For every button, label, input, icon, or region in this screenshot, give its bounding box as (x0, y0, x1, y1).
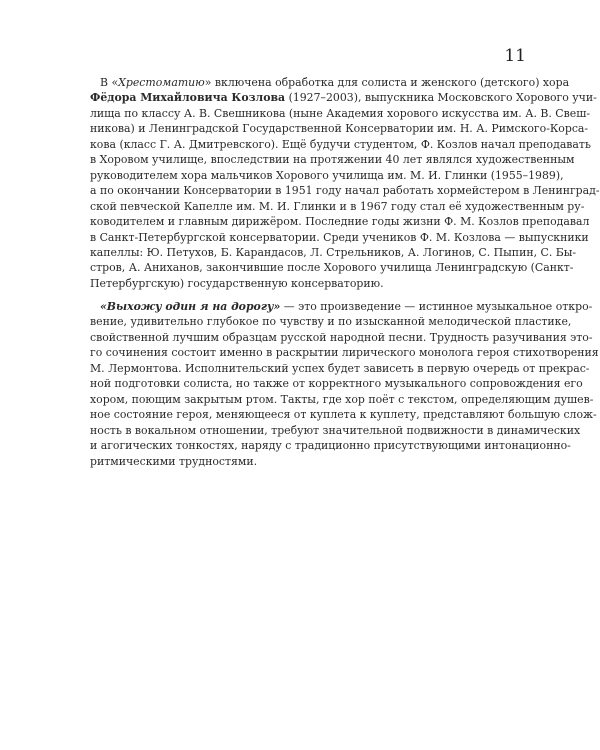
text-line: ской певческой Капелле им. М. И. Глинки и в 1967 году стал её художественным ру- (90, 199, 585, 213)
text-line: В «Хрестоматию» включена обработка для солиста и женского (детского) хора (100, 76, 570, 89)
text-line: Петербургскую) государственную консерваторию. (90, 276, 384, 290)
text-line: лища по классу А. В. Свешникова (ныне Академия хорового искусства им. А. В. Свеш- (90, 106, 591, 120)
text-line: руководителем хора мальчиков Хорового училища им. М. И. Глинки (1955–1989), (90, 168, 564, 182)
text-line: го сочинения состоит именно в раскрытии лирического монолога героя стихотворения (90, 346, 599, 360)
text-line: М. Лермонтова. Исполнительский успех будет зависеть в первую очередь от прекрас- (90, 361, 590, 375)
song-title: «Выхожу один я на дорогу» (100, 300, 281, 313)
text-line: кова (класс Г. А. Дмитревского). Ещё будучи студентом, Ф. Козлов начал преподавать (90, 137, 591, 151)
page-number: 11 (504, 46, 526, 66)
text-line: свойственной лучшим образцам русской народной песни. Трудность разучивания это- (90, 330, 593, 344)
text-line: капеллы: Ю. Петухов, Б. Карандасов, Л. Стрельников, А. Логинов, С. Пыпин, С. Бы- (90, 245, 577, 259)
text-line: а по окончании Консерватории в 1951 году начал работать хормейстером в Ленинград- (90, 184, 600, 198)
text-line: ритмическими трудностями. (90, 454, 258, 468)
composer-name: Фёдора Михайловича Козлова (90, 91, 286, 105)
text-line: стров, А. Аниханов, закончившие после Хорового училища Ленинградскую (Санкт- (90, 261, 574, 275)
text-line: «Выхожу один я на дорогу» — это произведение — истинное музыкальное откро- (100, 300, 593, 313)
paragraph-kozlov-biography (90, 75, 600, 291)
text-line: в Хоровом училище, впоследствии на протяжении 40 лет являлся художественным (90, 153, 575, 167)
text-line: вение, удивительно глубокое по чувству и по изысканной мелодической пластике, (90, 315, 572, 329)
text-line: в Санкт-Петербургской консерватории. Среди учеников Ф. М. Козлова — выпускники (90, 230, 589, 244)
paragraph-song-description (90, 299, 599, 469)
text-line: ной подготовки солиста, но также от корректного музыкального сопровождения его (90, 377, 583, 391)
text-line: ность в вокальном отношении, требуют значительной подвижности в динамических (90, 423, 581, 437)
text-line: Фёдора Михайловича Козлова (1927–2003), выпускника Московского Хорового учи- (90, 91, 597, 105)
text-line: ное состояние героя, меняющееся от куплета к куплету, представляют большую слож- (90, 408, 597, 422)
text-line: никова) и Ленинградской Государственной Консерватории им. Н. А. Римского-Корса- (90, 122, 589, 136)
text-line: хором, поющим закрытым ртом. Такты, где хор поёт с текстом, определяющим душев- (90, 392, 594, 406)
text-line: ководителем и главным дирижёром. Последние годы жизни Ф. М. Козлов преподавал (90, 215, 590, 229)
text-line: и агогических тонкостях, наряду с традиционно присутствующими интонационно- (90, 439, 571, 453)
